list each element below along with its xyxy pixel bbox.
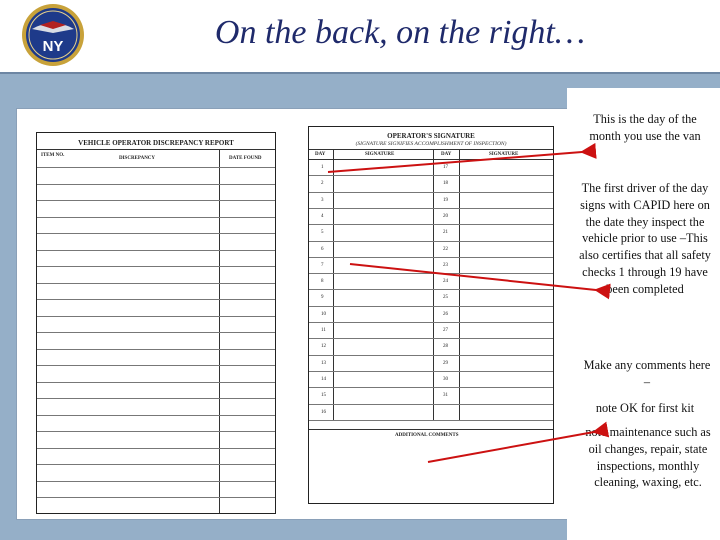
- day-number-right: 28: [443, 344, 448, 350]
- day-number-right: 30: [443, 376, 448, 382]
- col-discrepancy: DISCREPANCY: [119, 156, 156, 161]
- day-number-left: 16: [321, 409, 326, 415]
- day-number-left: 6: [321, 246, 324, 252]
- arrow-day-of-month: [328, 152, 582, 172]
- day-number-left: 14: [321, 376, 326, 382]
- day-number-left: 9: [321, 295, 324, 301]
- col-day-right: DAY: [441, 152, 452, 157]
- col-date-found: DATE FOUND: [229, 156, 262, 161]
- day-number-left: 4: [321, 213, 324, 219]
- annotation-comments: Make any comments here –: [583, 358, 711, 389]
- day-number-right: 26: [443, 311, 448, 317]
- col-item-no: ITEM NO.: [41, 153, 65, 158]
- day-number-left: 10: [321, 311, 326, 317]
- day-number-right: 29: [443, 360, 448, 366]
- additional-comments-label: ADDITIONAL COMMENTS: [395, 433, 459, 438]
- day-number-left: 13: [321, 360, 326, 366]
- day-number-left: 2: [321, 181, 324, 187]
- col-signature-left: SIGNATURE: [365, 152, 395, 157]
- day-number-left: 7: [321, 262, 324, 268]
- day-number-right: 21: [443, 230, 448, 236]
- day-number-right: 19: [443, 197, 448, 203]
- day-number-right: 18: [443, 181, 448, 187]
- day-number-right: 25: [443, 295, 448, 301]
- day-number-right: 24: [443, 279, 448, 285]
- day-number-left: 3: [321, 197, 324, 203]
- day-number-right: 22: [443, 246, 448, 252]
- day-number-left: 15: [321, 393, 326, 399]
- day-number-right: 31: [443, 393, 448, 399]
- day-number-right: 23: [443, 262, 448, 268]
- day-number-left: 11: [321, 328, 326, 333]
- col-day-left: DAY: [315, 152, 326, 157]
- logo-text: NY: [42, 38, 64, 55]
- slide-title: On the back, on the right…: [214, 14, 586, 51]
- discrepancy-report-title: VEHICLE OPERATOR DISCREPANCY REPORT: [78, 139, 234, 147]
- signature-form-title: OPERATOR'S SIGNATURE: [387, 132, 475, 140]
- annotation-maintenance: note maintenance such as oil changes, repair, state inspections, monthly cleaning, waxing, etc.: [585, 425, 711, 490]
- day-number-left: 1: [321, 165, 324, 170]
- annotation-first-driver: The first driver of the day signs with CAPID here on the date they inspect the vehicle prior to use –This also certifies that all safety checks 1 through 19 have been completed: [579, 181, 711, 296]
- day-number-left: 8: [321, 279, 324, 285]
- arrow-comments: [428, 432, 594, 462]
- day-number-right: 27: [443, 328, 448, 333]
- annotation-day-of-month: This is the day of the month you use the van: [589, 112, 701, 143]
- day-number-left: 12: [321, 344, 326, 350]
- day-number-right: 17: [443, 165, 448, 170]
- day-number-right: 20: [443, 213, 448, 219]
- col-signature-right: SIGNATURE: [489, 152, 519, 157]
- annotation-note-ok: note OK for first kit: [595, 401, 695, 415]
- signature-form-subtitle: (SIGNATURE SIGNIFIES ACCOMPLISHMENT OF INSPECTION): [355, 141, 507, 147]
- day-number-left: 5: [321, 230, 324, 236]
- arrow-first-driver: [350, 264, 596, 290]
